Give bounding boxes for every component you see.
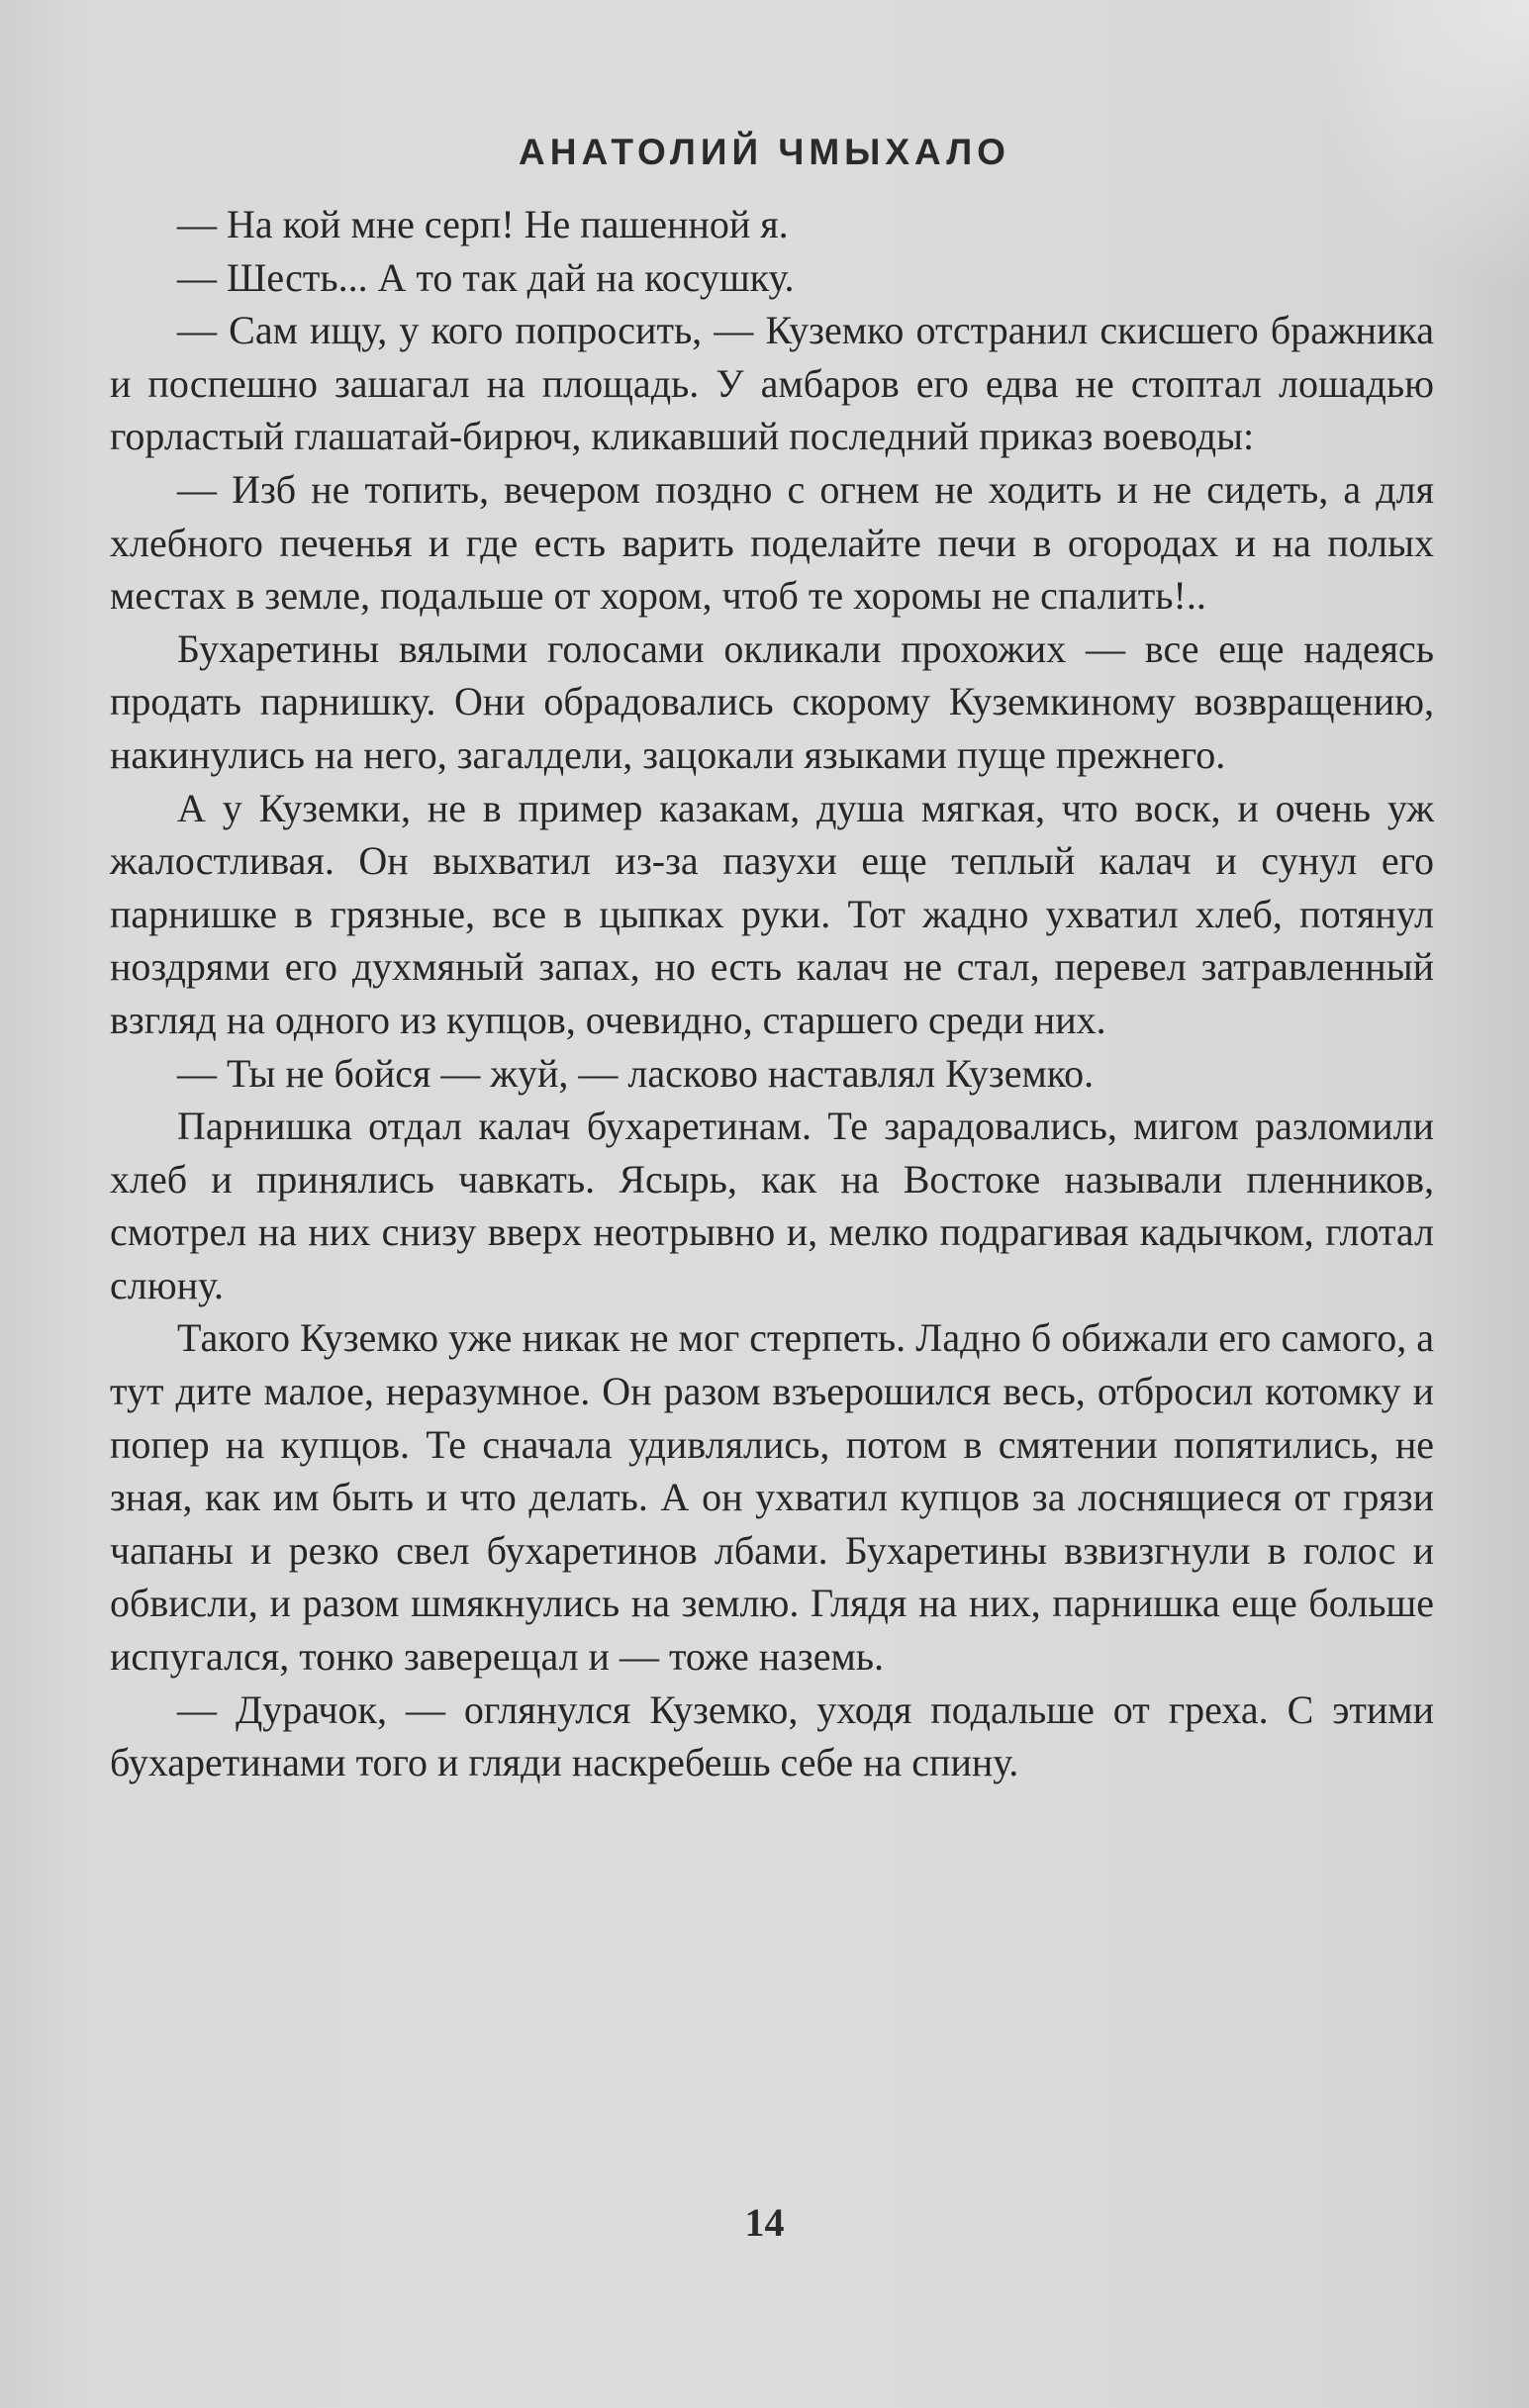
paragraph: Парнишка отдал калач бухаретинам. Те зарадовались, мигом разломили хлеб и принялись чавкать. Ясырь, как на Востоке называли пленников, смотрел на них снизу вверх неотрывно и, мелко подрагивая кадычком, глотал слюну. [110,1104,1434,1307]
paragraph: — Шесть... А то так дай на косушку. [177,254,795,300]
paragraph: — Ты не бойся — жуй, — ласково наставлял Куземко. [177,1050,1095,1096]
paragraph: А у Куземки, не в пример казакам, душа мягкая, что воск, и очень уж жалостливая. Он выхватил из-за пазухи еще теплый калач и сунул его парнишке в грязные, все в цыпках руки. Тот жадно ухватил хлеб, потянул ноздрями его духмяный запах, но есть калач не стал, перевел затравленный взгляд на одного из купцов, очевидно, старшего среди них. [110,785,1434,1042]
paragraph: — Сам ищу, у кого попросить, — Куземко отстранил скисшего бражника и поспешно зашагал на площадь. У амбаров его едва не стоптал лошадью горластый глашатай-бирюч, кликавший последний приказ воеводы: [110,308,1434,459]
paragraph: Бухаретины вялыми голосами окликали прохожих — все еще надеясь продать парнишку. Они обрадовались скорому Куземкиному возвращению, накинулись на него, загалдели, зацокали языками пуще прежнего. [110,626,1434,777]
paragraph: Такого Куземко уже никак не мог стерпеть. Ладно б обижали его самого, а тут дите малое, неразумное. Он разом взъерошился весь, отбросил котомку и попер на купцов. Те сначала удивлялись, потом в смятении попятились, не зная, как им быть и что делать. А он ухватил купцов за лоснящиеся от грязи чапаны и резко свел бухаретинов лбами. Бухаретины взвизгнули в голос и обвисли, и разом шмякнулись на землю. Глядя на них, парнишка еще больше испугался, тонко заверещал и — тоже наземь. [110,1315,1434,1680]
paragraph: — На кой мне серп! Не пашенной я. [177,202,789,246]
page-number: 14 [744,2200,785,2245]
paragraph: — Дурачок, — оглянулся Куземко, уходя подальше от греха. С этими бухаретинами того и гляди наскребешь себе на спину. [110,1686,1434,1785]
body-text [110,198,1434,1789]
paragraph: — Изб не топить, вечером поздно с огнем не ходить и не сидеть, а для хлебного печенья и где есть варить поделайте печи в огородах и на полых местах в земле, подальше от хором, чтоб те хоромы не спалить!.. [110,466,1434,619]
running-head-author: АНАТОЛИЙ ЧМЫХАЛО [519,132,1010,172]
